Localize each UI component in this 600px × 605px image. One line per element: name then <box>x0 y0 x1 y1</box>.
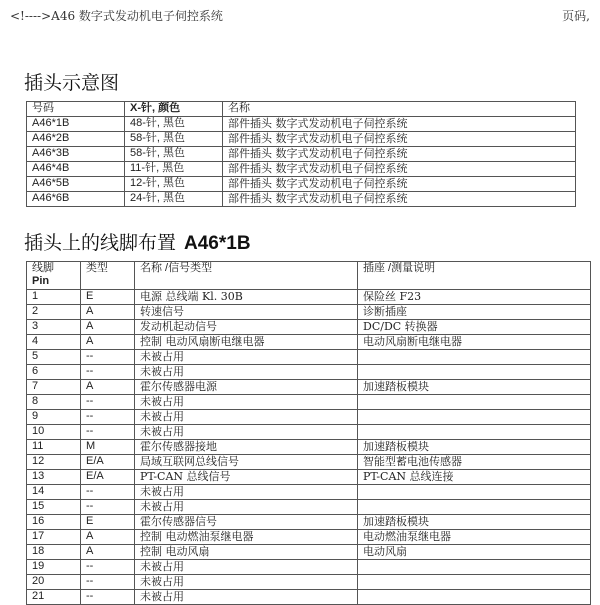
connector-code: A46*3B <box>27 147 125 162</box>
pin-socket: 加速踏板模块 <box>358 440 591 455</box>
pin-signal: 未被占用 <box>135 590 358 605</box>
connector-code: A46*5B <box>27 177 125 192</box>
table-row <box>27 147 576 162</box>
section-title-text: 插头上的线脚布置 <box>24 232 177 254</box>
table-row <box>27 410 591 425</box>
pin-type: -- <box>81 395 135 410</box>
column-header-type: 类型 <box>81 262 135 290</box>
pin-number: 21 <box>27 590 81 605</box>
pin-signal: 霍尔传感器电源 <box>135 380 358 395</box>
pin-number: 16 <box>27 515 81 530</box>
section-title-pin-layout <box>24 228 251 255</box>
pin-type: -- <box>81 485 135 500</box>
pin-socket <box>358 500 591 515</box>
pin-socket: 智能型蓄电池传感器 <box>358 455 591 470</box>
column-header-pin-line1: 线脚 <box>32 262 54 274</box>
pin-socket: 保险丝 F23 <box>358 290 591 305</box>
pin-socket: 电动风扇 <box>358 545 591 560</box>
pin-signal: 控制 电动燃油泵继电器 <box>135 530 358 545</box>
pin-signal: 未被占用 <box>135 350 358 365</box>
connector-pins: 11-针, 黑色 <box>125 162 223 177</box>
table-row <box>27 530 591 545</box>
connector-code: A46*2B <box>27 132 125 147</box>
column-header-pins-text: X-针, 颜色 <box>130 102 181 114</box>
header-page-label: 页码, <box>562 9 590 23</box>
pin-type: A <box>81 545 135 560</box>
column-header-socket: 插座 /测量说明 <box>358 262 591 290</box>
pin-number: 1 <box>27 290 81 305</box>
pin-type: -- <box>81 590 135 605</box>
pin-layout-table <box>26 261 591 605</box>
pin-socket <box>358 425 591 440</box>
pin-type: M <box>81 440 135 455</box>
connector-name: 部件插头 数字式发动机电子伺控系统 <box>223 177 576 192</box>
pin-type: -- <box>81 350 135 365</box>
section-title-connector-overview <box>24 68 119 95</box>
pin-signal: 控制 电动风扇 <box>135 545 358 560</box>
pin-socket <box>358 575 591 590</box>
pin-number: 5 <box>27 350 81 365</box>
connector-name: 部件插头 数字式发动机电子伺控系统 <box>223 117 576 132</box>
pin-type: A <box>81 530 135 545</box>
table-row <box>27 335 591 350</box>
connector-name: 部件插头 数字式发动机电子伺控系统 <box>223 162 576 177</box>
pin-signal: 电源 总线端 Kl. 30B <box>135 290 358 305</box>
pin-number: 14 <box>27 485 81 500</box>
table-row <box>27 485 591 500</box>
pin-type: -- <box>81 425 135 440</box>
pin-socket <box>358 350 591 365</box>
pin-signal: 未被占用 <box>135 425 358 440</box>
pin-type: E/A <box>81 455 135 470</box>
connector-overview-table <box>26 101 576 207</box>
pin-socket: 电动燃油泵继电器 <box>358 530 591 545</box>
connector-pins: 12-针, 黑色 <box>125 177 223 192</box>
pin-type: -- <box>81 560 135 575</box>
pin-type: -- <box>81 575 135 590</box>
pin-type: -- <box>81 500 135 515</box>
column-header-code: 号码 <box>27 102 125 117</box>
table-row <box>27 365 591 380</box>
pin-number: 3 <box>27 320 81 335</box>
pin-socket <box>358 485 591 500</box>
pin-number: 18 <box>27 545 81 560</box>
pin-signal: 控制 电动风扇断电继电器 <box>135 335 358 350</box>
connector-name: 部件插头 数字式发动机电子伺控系统 <box>223 192 576 207</box>
connector-code: A46*6B <box>27 192 125 207</box>
table-row <box>27 350 591 365</box>
table-row <box>27 470 591 485</box>
pin-signal: PT-CAN 总线信号 <box>135 470 358 485</box>
table-row <box>27 395 591 410</box>
table-row <box>27 162 576 177</box>
pin-signal: 转速信号 <box>135 305 358 320</box>
connector-pins: 24-针, 黑色 <box>125 192 223 207</box>
pin-signal: 霍尔传感器信号 <box>135 515 358 530</box>
pin-socket: 诊断插座 <box>358 305 591 320</box>
pin-signal: 未被占用 <box>135 365 358 380</box>
pin-type: A <box>81 305 135 320</box>
pin-socket: 电动风扇断电继电器 <box>358 335 591 350</box>
pin-socket: 加速踏板模块 <box>358 515 591 530</box>
pin-type: E <box>81 290 135 305</box>
connector-pins: 48-针, 黑色 <box>125 117 223 132</box>
column-header-signal: 名称 /信号类型 <box>135 262 358 290</box>
connector-code: A46*4B <box>27 162 125 177</box>
table-row <box>27 545 591 560</box>
table-row <box>27 440 591 455</box>
pin-type: E/A <box>81 470 135 485</box>
table-row <box>27 455 591 470</box>
pin-number: 11 <box>27 440 81 455</box>
pin-socket <box>358 395 591 410</box>
pin-signal: 发动机起动信号 <box>135 320 358 335</box>
section-title-code: A46*1B <box>184 233 251 254</box>
pin-socket: PT-CAN 总线连接 <box>358 470 591 485</box>
table-row <box>27 192 576 207</box>
column-header-pin <box>27 262 81 290</box>
pin-number: 13 <box>27 470 81 485</box>
connector-pins: 58-针, 黑色 <box>125 147 223 162</box>
pin-socket: 加速踏板模块 <box>358 380 591 395</box>
pin-socket: DC/DC 转换器 <box>358 320 591 335</box>
column-header-name: 名称 <box>223 102 576 117</box>
pin-signal: 未被占用 <box>135 485 358 500</box>
table-row <box>27 425 591 440</box>
section-title-text: 插头示意图 <box>24 72 120 94</box>
table-row <box>27 290 591 305</box>
connector-name: 部件插头 数字式发动机电子伺控系统 <box>223 147 576 162</box>
table-row <box>27 500 591 515</box>
pin-signal: 未被占用 <box>135 560 358 575</box>
page-header <box>10 7 590 25</box>
table-row <box>27 575 591 590</box>
table-row <box>27 132 576 147</box>
pin-signal: 未被占用 <box>135 410 358 425</box>
pin-type: A <box>81 380 135 395</box>
pin-number: 9 <box>27 410 81 425</box>
pin-type: E <box>81 515 135 530</box>
table-header-row <box>27 102 576 117</box>
connector-name: 部件插头 数字式发动机电子伺控系统 <box>223 132 576 147</box>
connector-code: A46*1B <box>27 117 125 132</box>
table-row <box>27 515 591 530</box>
table-row <box>27 177 576 192</box>
pin-socket <box>358 410 591 425</box>
pin-type: A <box>81 335 135 350</box>
pin-signal: 未被占用 <box>135 575 358 590</box>
table-row <box>27 305 591 320</box>
column-header-pin-line2: Pin <box>32 275 50 287</box>
pin-number: 4 <box>27 335 81 350</box>
header-title: <!---->A46 数字式发动机电子伺控系统 <box>10 9 223 23</box>
pin-socket <box>358 560 591 575</box>
table-header-row <box>27 262 591 290</box>
table-row <box>27 320 591 335</box>
pin-type: -- <box>81 410 135 425</box>
table-row <box>27 560 591 575</box>
pin-number: 8 <box>27 395 81 410</box>
column-header-pins <box>125 102 223 117</box>
pin-socket <box>358 590 591 605</box>
pin-signal: 未被占用 <box>135 500 358 515</box>
connector-pins: 58-针, 黑色 <box>125 132 223 147</box>
pin-number: 19 <box>27 560 81 575</box>
table-row <box>27 117 576 132</box>
pin-number: 17 <box>27 530 81 545</box>
pin-type: A <box>81 320 135 335</box>
pin-signal: 局域互联网总线信号 <box>135 455 358 470</box>
pin-number: 2 <box>27 305 81 320</box>
table-row <box>27 590 591 605</box>
table-row <box>27 380 591 395</box>
pin-socket <box>358 365 591 380</box>
pin-number: 10 <box>27 425 81 440</box>
pin-number: 6 <box>27 365 81 380</box>
pin-number: 7 <box>27 380 81 395</box>
pin-signal: 未被占用 <box>135 395 358 410</box>
pin-number: 20 <box>27 575 81 590</box>
pin-number: 15 <box>27 500 81 515</box>
pin-signal: 霍尔传感器接地 <box>135 440 358 455</box>
pin-type: -- <box>81 365 135 380</box>
pin-number: 12 <box>27 455 81 470</box>
